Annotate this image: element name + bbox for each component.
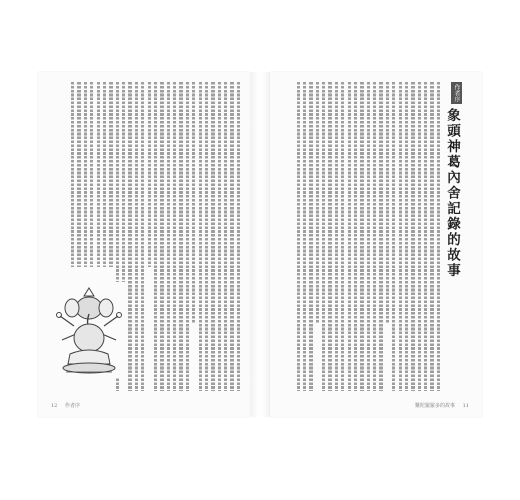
gutter <box>250 72 270 417</box>
left-folio <box>48 402 83 409</box>
right-running-head: 難陀羅羅多的故事 <box>415 403 456 409</box>
right-page <box>270 72 482 417</box>
right-page-number: 11 <box>462 403 469 409</box>
right-body-text <box>280 82 440 391</box>
chapter-heading <box>442 82 462 279</box>
chapter-label: 作者序 <box>453 84 460 102</box>
ganesha-icon <box>52 282 126 378</box>
left-page-number: 12 <box>51 403 58 409</box>
chapter-title: 象頭神葛內舍記錄的故事 <box>444 108 460 279</box>
right-folio <box>412 402 472 409</box>
left-running-head: 作者序 <box>64 403 80 409</box>
left-page <box>38 72 250 417</box>
